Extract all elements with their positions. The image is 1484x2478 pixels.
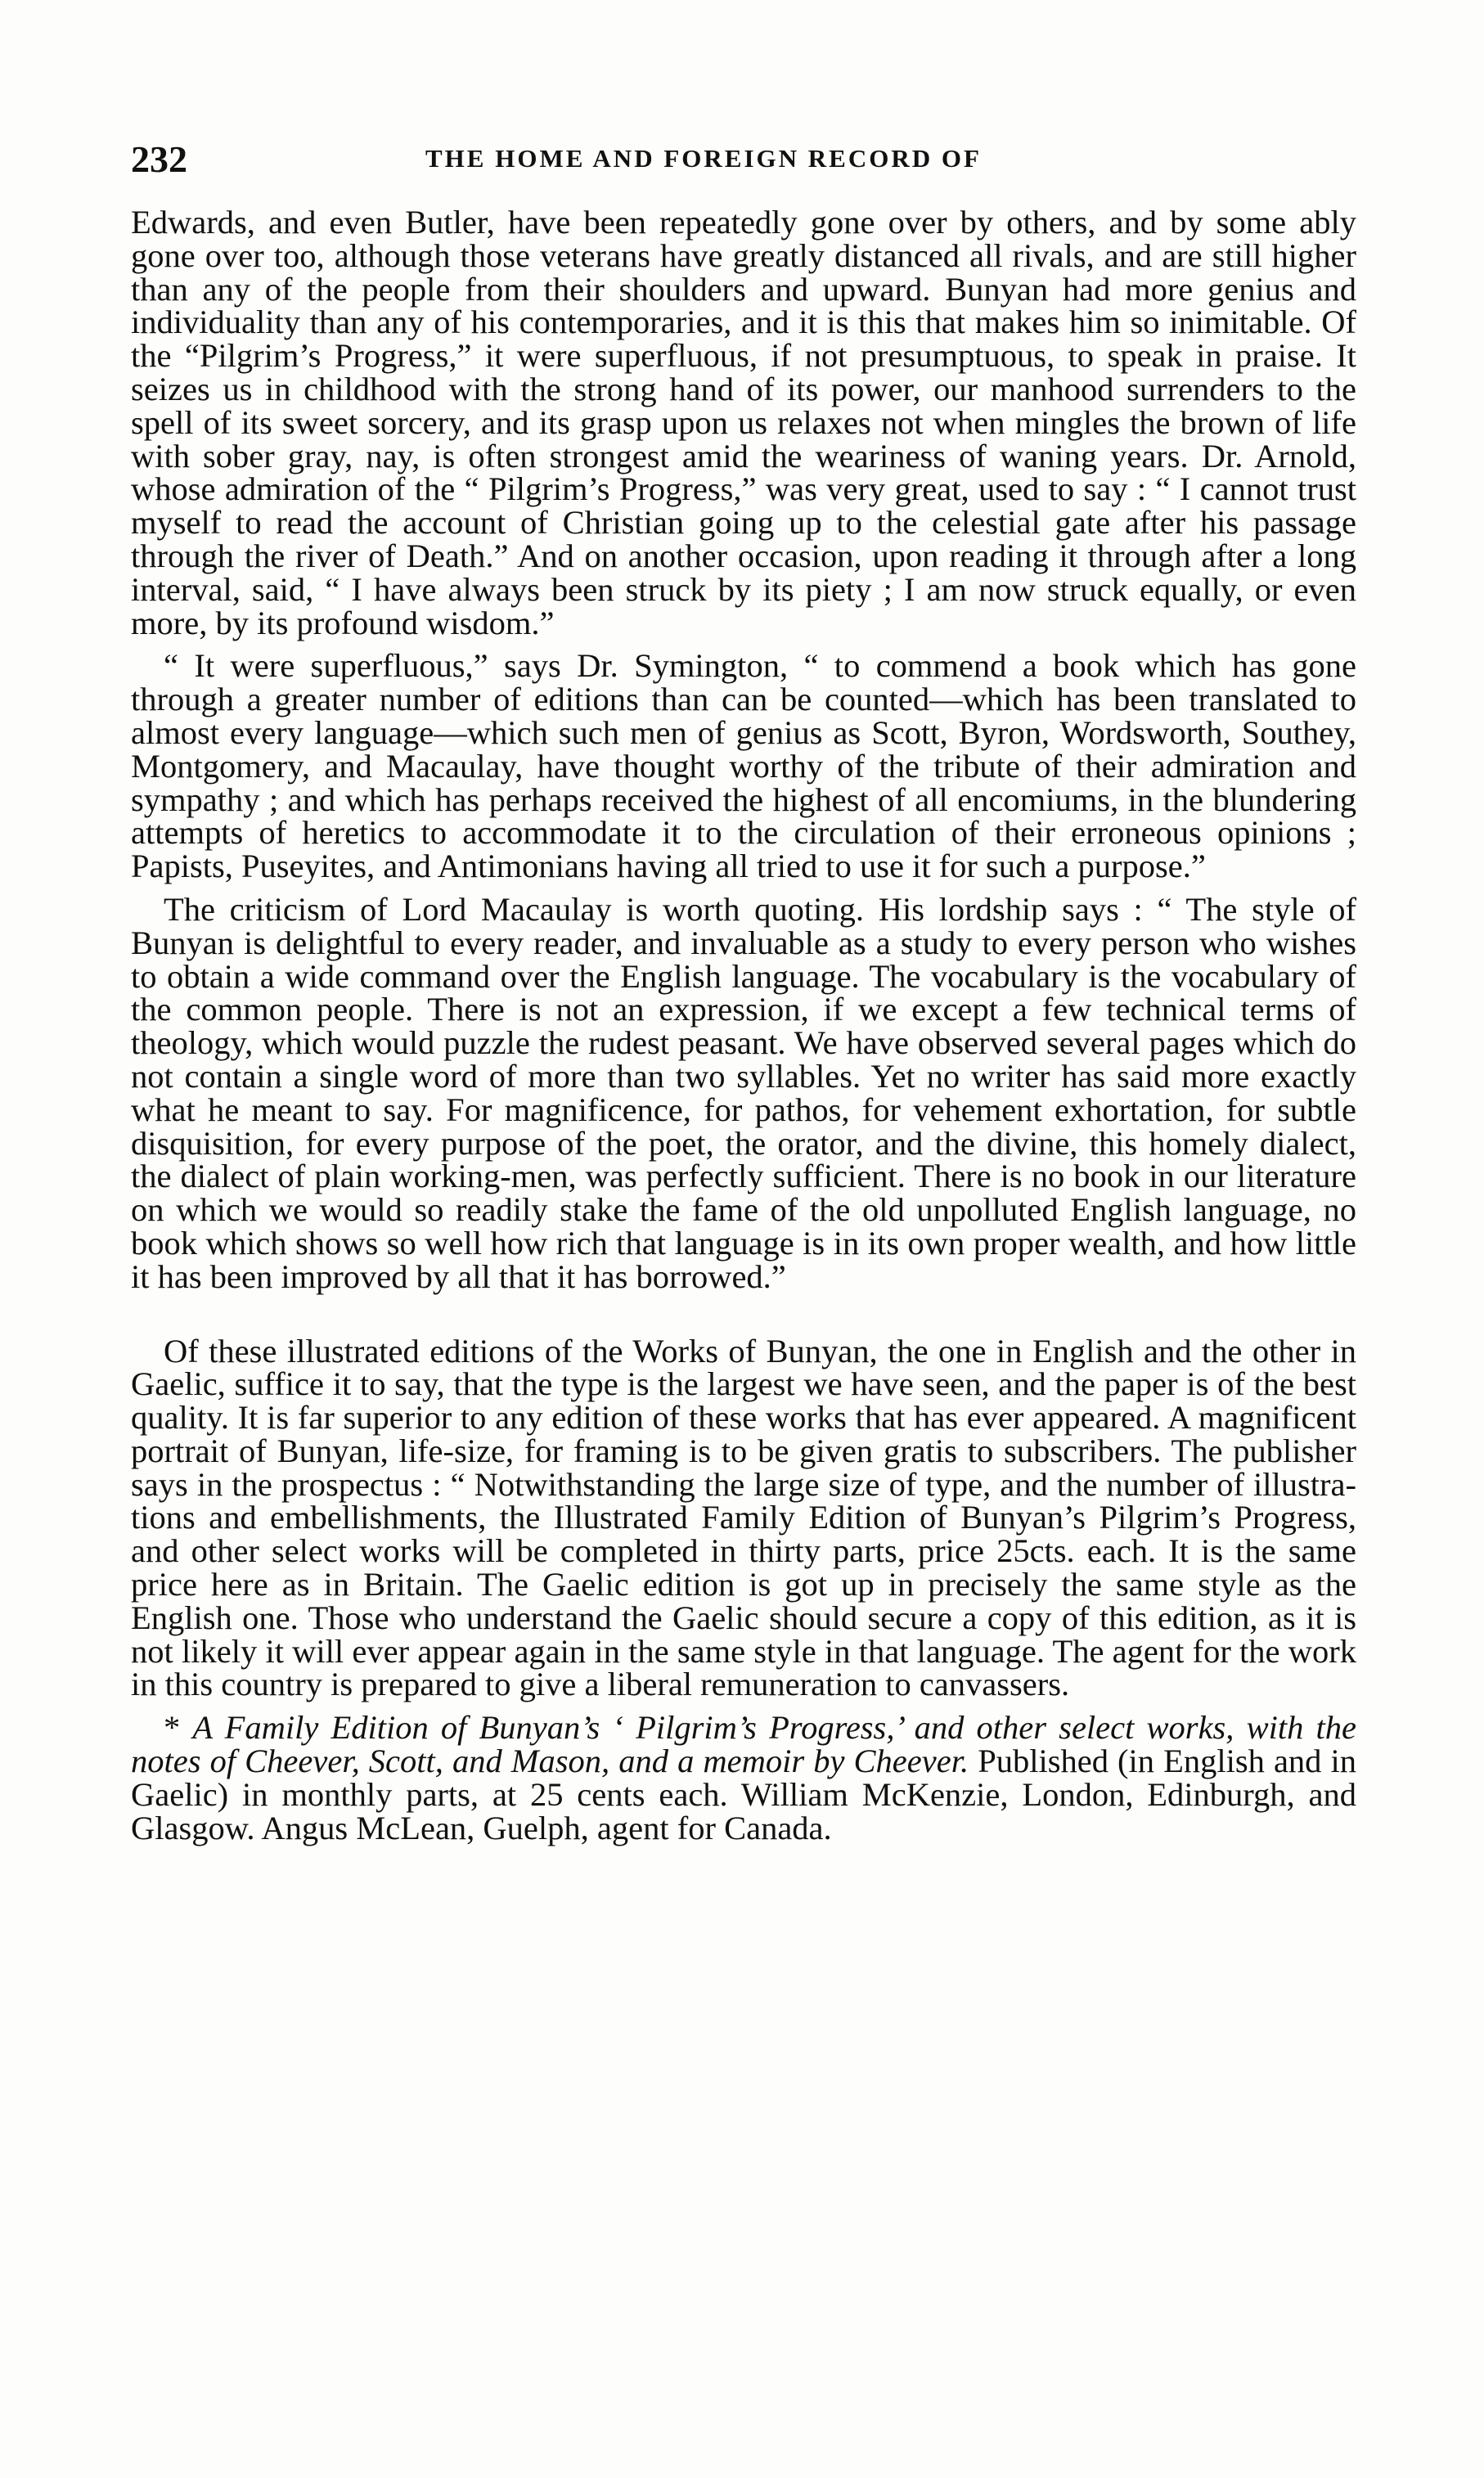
paragraph-bunyan-genius: Edwards, and even Butler, have been repeatedly gone over by others, and by some ably gone over too, although those veterans have greatly distanced all rivals, and are still higher than any of the people from their shoulders and upward. Bunyan had more genius and individuality than any of his contemporaries, and it is this that makes him so inimitable. Of the “Pilgrim’s Progress,” it were superfluous, if not presumptuous, to speak in praise. It seizes us in childhood with the strong hand of its power, our manhood surrenders to the spell of its sweet sorcery, and its grasp upon us relaxes not when mingles the brown of life with sober gray, nay, is often strongest amid the weariness of waning years. Dr. Arnold, whose admiration of the “ Pilgrim’s Progress,” was very great, used to say : “ I cannot trust myself to read the account of Christian going up to the celestial gate after his passage through the river of Death.” And on another occasion, upon reading it through after a long interval, said, “ I have always been struck by its piety ; I am now struck equally, or even more, by its profound wisdom.” — [131, 204, 1356, 641]
footnote-title: A Family Edition of Bunyan’s ‘ Pilgrim’s Progress,’ and other select works, with the notes of Cheever, Scott, and Mason, and a memoir by Cheever. — [131, 1709, 1357, 1780]
footnote — [131, 1711, 1356, 1845]
page-header — [131, 137, 1356, 187]
paragraph-illustrated-editions: Of these illustrated editions of the Works of Bunyan, the one in English and the other in Gaelic, suffice it to say, that the type is the largest we have seen, and the paper is of the best quality. It is far superior to any edition of these works that has ever appeared. A magnificent portrait of Bunyan, life-size, for framing is to be given gratis to subscribers. The publisher says in the prospectus : “ Notwithstanding the large size of type, and the number of illustrations and embellishments, the Illustrated Family Edition of Bunyan’s Pilgrim’s Progress, and other select works will be completed in thirty parts, price 25cts. each. It is the same price here as in Britain. The Gaelic edition is got up in precisely the same style as the English one. Those who understand the Gaelic should secure a copy of this edition, as it is not likely it will ever appear again in the same style in that language. The agent for the work in this country is prepared to give a liberal remuneration to canvassers. — [131, 1332, 1356, 1703]
article-body — [131, 206, 1356, 1855]
page-number: 232 — [131, 138, 187, 180]
paragraph-macaulay-quote: The criticism of Lord Macaulay is worth quoting. His lordship says : “ The style of Bunyan is delightful to every reader, and invaluable as a study to every person who wishes to obtain a wide command over the English language. The vocabulary is the vocabulary of the common people. There is not an expression, if we except a few technical terms of theology, which would puzzle the rudest peasant. We have observed several pages which do not contain a single word of more than two syllables. Yet no writer has said more exactly what he meant to say. For magnificence, for pathos, for vehement exhortation, for subtle disquisition, for every purpose of the poet, the orator, and the divine, this homely dialect, the dialect of plain working-men, was perfectly sufficient. There is no book in our literature on which we would so readily stake the fame of the old unpolluted English language, no book which shows so well how rich that language is in its own proper wealth, and how little it has been improved by all that it has borrowed.” — [131, 890, 1356, 1295]
footnote-mark: * — [164, 1709, 181, 1747]
running-head: THE HOME AND FOREIGN RECORD OF — [425, 144, 982, 173]
footnote-publication: Published (in English and in Gaelic) in monthly parts, at 25 cents each. William McKenzie, London, Edinburgh, and Glasgow. Angus McLean, Guelph, agent for Canada. — [131, 1743, 1357, 1846]
paragraph-symington-quote: “ It were superfluous,” says Dr. Symington, “ to commend a book which has gone through a greater number of editions than can be counted—which has been translated to almost every language—which such men of genius as Scott, Byron, Wordsworth, Southey, Montgomery, and Macaulay, have thought worthy of the tribute of their admiration and sympathy ; and which has perhaps received the highest of all encomiums, in the blundering attempts of heretics to accommodate it to the circulation of their erroneous opinions ; Papists, Puseyites, and Antimonians having all tried to use it for such a purpose.” — [131, 647, 1356, 885]
